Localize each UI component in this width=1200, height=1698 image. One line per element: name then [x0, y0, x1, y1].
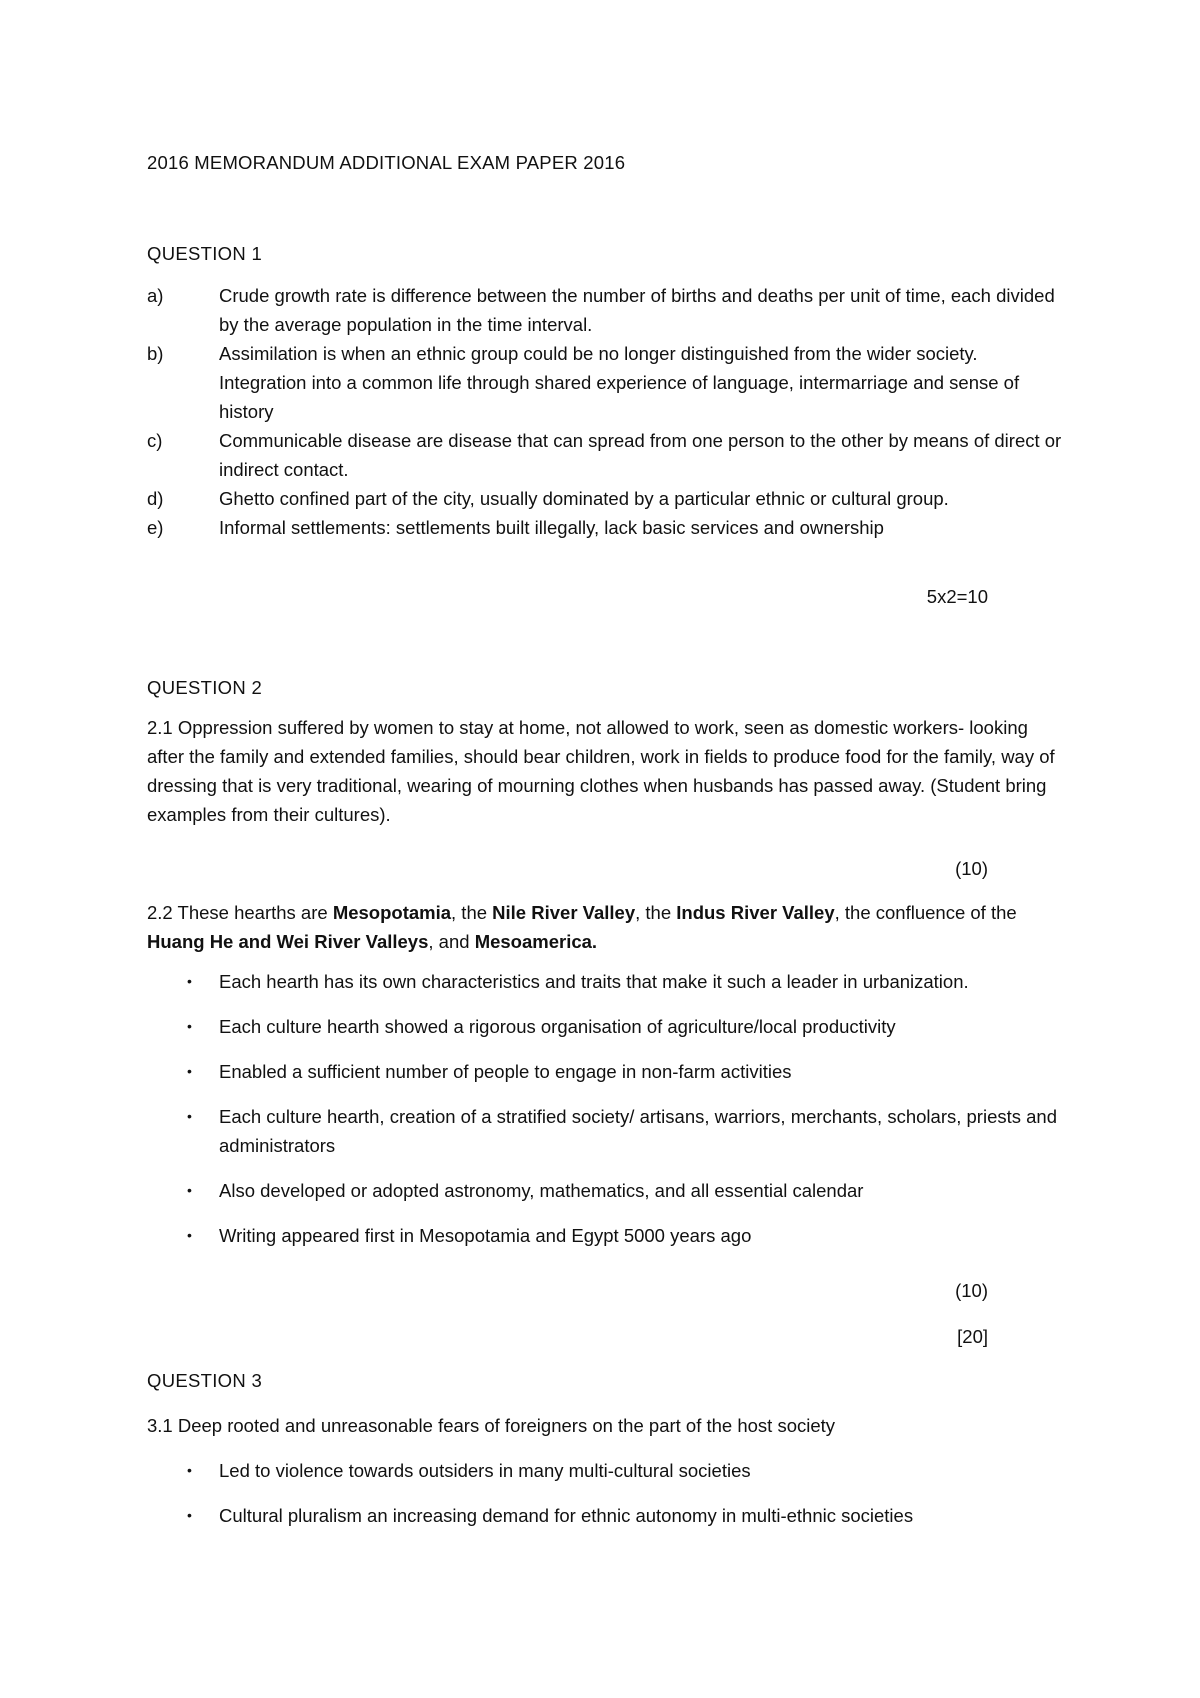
text-run: 2.2 These hearths are [147, 902, 333, 923]
list-item [147, 1176, 1067, 1205]
question-2-heading: QUESTION 2 [147, 677, 263, 698]
answer-2-2-bullets [147, 967, 1067, 1266]
bullet-text: Writing appeared first in Mesopotamia and Egypt 5000 years ago [219, 1225, 752, 1246]
text-run: , and [428, 931, 475, 952]
bullet-text: Each hearth has its own characteristics and traits that make it such a leader in urbanization. [219, 971, 969, 992]
bold-term: Mesoamerica. [474, 931, 598, 952]
question-1-heading: QUESTION 1 [147, 243, 263, 264]
bullet-icon: • [187, 1182, 192, 1198]
bullet-icon: • [187, 1018, 192, 1034]
item-label: c) [147, 430, 163, 451]
bullet-text: Enabled a sufficient number of people to engage in non-farm activities [219, 1061, 792, 1082]
item-label: b) [147, 343, 164, 364]
bullet-icon: • [187, 973, 192, 989]
bullet-text: Also developed or adopted astronomy, mathematics, and all essential calendar [219, 1180, 864, 1201]
document-title: 2016 MEMORANDUM ADDITIONAL EXAM PAPER 2016 [147, 152, 626, 173]
item-label: a) [147, 285, 164, 306]
item-text: Crude growth rate is difference between the number of births and deaths per unit of time, each divided by the average population in the time interval. [219, 285, 1055, 335]
bold-term: Mesopotamia [332, 902, 452, 923]
bullet-icon: • [187, 1507, 192, 1523]
bullet-icon: • [187, 1108, 192, 1124]
list-item [147, 339, 1067, 426]
list-item [147, 967, 1067, 996]
bullet-icon: • [187, 1462, 192, 1478]
list-item [147, 484, 1067, 513]
item-label: d) [147, 488, 164, 509]
answer-2-1-marks: (10) [955, 858, 988, 879]
item-text: Informal settlements: settlements built illegally, lack basic services and ownership [219, 517, 884, 538]
text-run: , the [451, 902, 493, 923]
list-item [147, 1456, 1067, 1485]
list-item [147, 426, 1067, 484]
question-3-heading: QUESTION 3 [147, 1370, 263, 1391]
question-1-list [147, 281, 1067, 542]
text-run: , the [635, 902, 677, 923]
bullet-text: Cultural pluralism an increasing demand for ethnic autonomy in multi-ethnic societies [219, 1505, 914, 1526]
list-item [147, 1012, 1067, 1041]
item-label: e) [147, 517, 164, 538]
answer-3-1: 3.1 Deep rooted and unreasonable fears of foreigners on the part of the host society [147, 1415, 836, 1436]
question-1-marks: 5x2=10 [926, 586, 988, 607]
list-item [147, 1102, 1067, 1160]
item-text: Communicable disease are disease that can spread from one person to the other by means of direct or indirect contact. [219, 430, 1062, 480]
bullet-text: Each culture hearth, creation of a stratified society/ artisans, warriors, merchants, scholars, priests and administrators [219, 1106, 1058, 1156]
answer-3-1-bullets [147, 1456, 1067, 1546]
answer-2-2-intro [147, 898, 1067, 956]
list-item [147, 1501, 1067, 1530]
bullet-text: Led to violence towards outsiders in many multi-cultural societies [219, 1460, 751, 1481]
bullet-icon: • [187, 1063, 192, 1079]
question-2-total: [20] [957, 1326, 988, 1347]
bold-term: Indus River Valley [676, 902, 835, 923]
bullet-icon: • [187, 1227, 192, 1243]
bold-term: Nile River Valley [492, 902, 636, 923]
text-run: , the confluence of the [834, 902, 1017, 923]
list-item [147, 281, 1067, 339]
bold-term: Huang He and Wei River Valleys [147, 931, 429, 952]
item-text: Ghetto confined part of the city, usually dominated by a particular ethnic or cultural group. [219, 488, 949, 509]
answer-2-1: 2.1 Oppression suffered by women to stay at home, not allowed to work, seen as domestic workers- looking after the family and extended families, should bear children, work in fields to produce food for the family, way of dressing that is very traditional, wearing of mourning clothes when husbands has passed away. (Student bring examples from their cultures). [147, 717, 1055, 825]
bullet-text: Each culture hearth showed a rigorous organisation of agriculture/local productivity [219, 1016, 896, 1037]
list-item [147, 1221, 1067, 1250]
list-item [147, 513, 1067, 542]
answer-2-2-marks: (10) [955, 1280, 988, 1301]
list-item [147, 1057, 1067, 1086]
item-text: Assimilation is when an ethnic group could be no longer distinguished from the wider society. Integration into a common life through shared experience of language, intermarriage and sense of history [219, 343, 1020, 422]
